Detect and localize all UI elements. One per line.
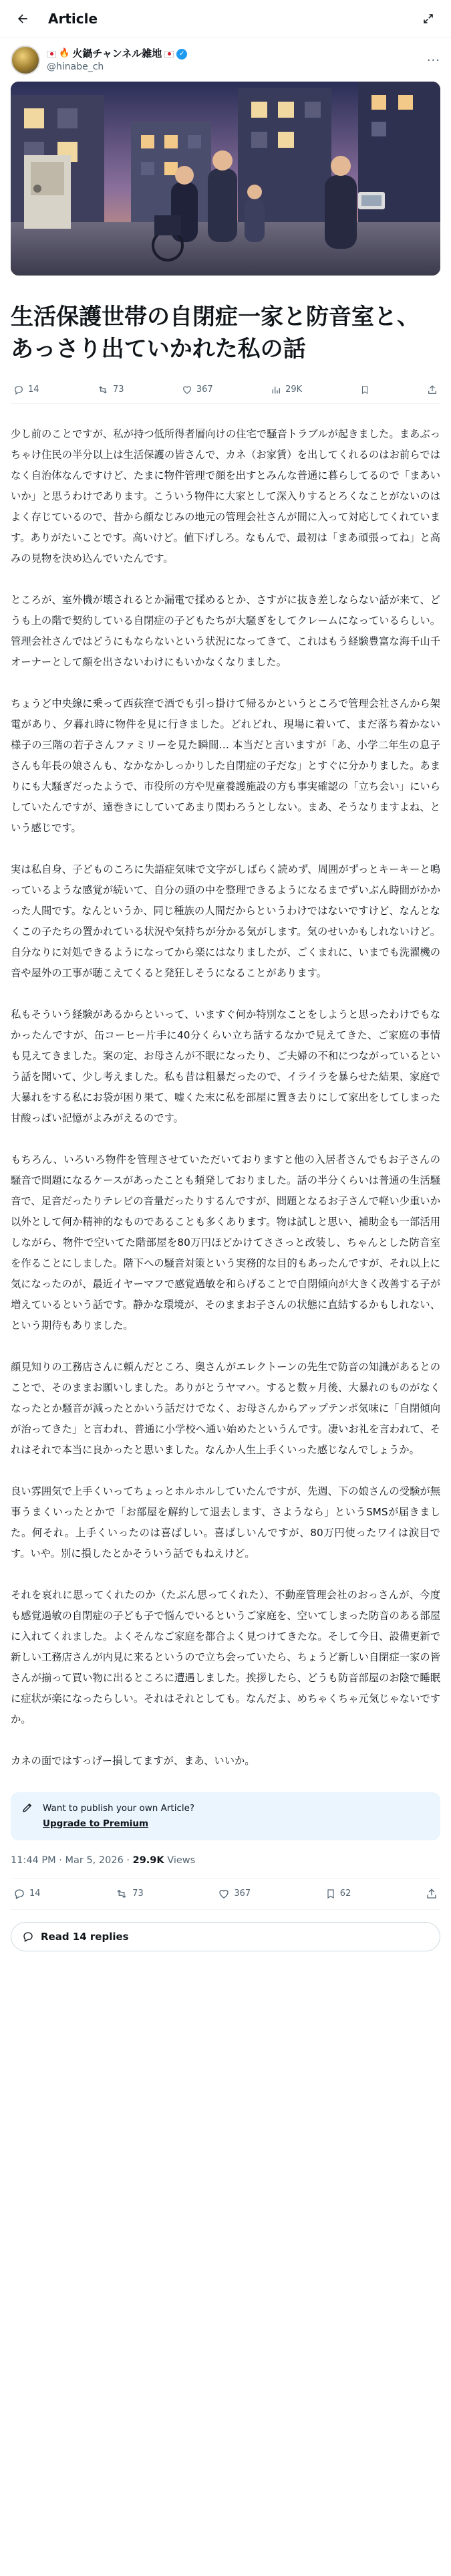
- action-bar-bottom: [11, 1879, 440, 1910]
- author-handle[interactable]: @hinabe_ch: [47, 61, 104, 72]
- repost-icon: [115, 1888, 128, 1900]
- repost-count: 73: [112, 385, 124, 395]
- author-name-text: 火鍋チャンネル雑地: [72, 47, 162, 60]
- author-row: [0, 37, 451, 82]
- article-paragraph: もちろん、いろいろ物件を管理させていただいておりますと他の入居者さんでもお子さんの騒音で問題になるケースがあったことも頻発しておりました。話の半分くらいは普通の生活騒音で、足音だったりテレビの音量だったりするんですが、問題となるお子さんで軽い少重いか以外として何か精神的なものであることも多くあります。物は試しと思い、補助金も一部活用しながら、物件で空いてた階部屋を80万円ほどかけてささっと改装し、ちゃんとした防音室を作ることにしました。階下への騒音対策という実務的な目的もあったんですが、それ以上に気になったのが、最近イヤーマフで感覚過敏を和らげることで自閉傾向が大きく改善する子が増えているという話です。静かな環境が、そのままお子さんの状態に直結するかもしれない、という期待もありました。: [11, 1153, 440, 1331]
- share-icon: [427, 385, 438, 395]
- repost-button[interactable]: [115, 1888, 144, 1900]
- share-button[interactable]: [426, 1888, 438, 1900]
- repost-button[interactable]: [97, 385, 124, 395]
- reply-count: 14: [28, 385, 39, 395]
- repost-icon: [97, 385, 109, 395]
- bookmark-button[interactable]: [360, 385, 369, 395]
- heart-icon: [218, 1888, 230, 1900]
- bookmark-icon: [360, 385, 369, 395]
- article-body: [0, 404, 451, 1772]
- article-cover-image[interactable]: [11, 82, 440, 276]
- page-title: Article: [48, 10, 98, 27]
- promo-question: Want to publish your own Article?: [43, 1802, 195, 1814]
- reply-button[interactable]: [13, 1888, 41, 1900]
- share-button[interactable]: [427, 385, 438, 395]
- post-timestamp[interactable]: 11:44 PM · Mar 5, 2026 ·: [11, 1854, 133, 1866]
- article-paragraph: 少し前のことですが、私が持つ低所得者層向けの住宅で騒音トラブルが起きました。まあぶっちゃけ住民の半分以上は生活保護の皆さんで、カネ（お家賃）を出してくれるのはお前らではなく自治体なんですけど、たまに物件管理で顔を出すとみんな普通に暮らしてるので「まあいいか」と思うわけであります。こういう物件に大家として深入りするとろくなことがないのはよく存じているので、昔から顔なじみの地元の管理会社さんが間に入って対応してくれています。ありがたいことです。高いけど。値下げしろ。なもんで、最初は「まあ頑張ってね」と高みの見物を決め込んでいたんです。: [11, 427, 440, 564]
- like-button[interactable]: [182, 385, 213, 395]
- article-paragraph: 良い雰囲気で上手くいってちょっとホルホルしていたんですが、先週、下の娘さんの受験が無事うまくいったとかで「お部屋を解約して退去します、さようなら」というSMSが届きました。何それ。上手くいったのは喜ばしい。喜ばしいんですが、80万円使ったワイは涙目です。いや。別に損したとかそういう話でもねえけど。: [11, 1485, 440, 1560]
- repost-count: 73: [132, 1889, 144, 1899]
- article-paragraph: ところが、室外機が壊されるとか漏電で揉めるとか、さすがに抜き差しならない話が来て、どうも上の階で契約している自閉症の子どもたちが大騒ぎをしてクレームになっているらしい。管理会社さんではどうにもならないという状況になってきて、これはもう経験豊富な海千山千オーナーとして顔を出さないわけにもいかなくなりました。: [11, 593, 440, 668]
- article-paragraph: 顔見知りの工務店さんに頼んだところ、奥さんがエレクトーンの先生で防音の知識があるとのことで、そのままお願いしました。ありがとうヤマハ。すると数ヶ月後、大暴れのものがなくなったとか騒音が減ったとかいう話だけでなく、お母さんからアップテンポ気味に「自閉傾向が治ってきた」と言われ、普通に小学校へ通い始めたというんです。凄いお礼を言われて、それはそれで本当に良かったと思いました。なんか人生上手くいった感じなんでしょうか。: [11, 1360, 441, 1456]
- like-count: 367: [196, 385, 213, 395]
- like-button[interactable]: [218, 1888, 251, 1900]
- bookmark-icon: [325, 1888, 336, 1900]
- like-count: 367: [234, 1889, 251, 1899]
- post-views-count: 29.9K: [132, 1854, 164, 1866]
- article-headline: 生活保護世帯の自閉症一家と防音室と、あっさり出ていかれた私の話: [11, 304, 420, 363]
- premium-promo: [11, 1792, 440, 1840]
- expand-icon[interactable]: [416, 7, 440, 31]
- japan-flag-icon: [47, 51, 56, 58]
- upgrade-premium-link[interactable]: Upgrade to Premium: [43, 1818, 149, 1829]
- article-paragraph: 私もそういう経験があるからといって、いますぐ何か特別なことをしようと思ったわけでもなかったんですが、缶コーヒー片手に40分くらい立ち話するなかで見えてきた、ご家庭の事情も見えてきました。案の定、お母さんが不眠になったり、ご夫婦の不和につながっているという話を聞いて、少し考えました。私も昔は粗暴だったので、イライラを暴らせた結果、家庭で大暴れをする私にお袋が困り果て、嘘くた末に私を部屋に置き去りにして家出をしてしまった甘酸っぱい記憶がよみがえるのです。: [11, 1008, 440, 1124]
- verified-badge-icon: ✓: [176, 49, 187, 60]
- top-bar: [0, 0, 451, 37]
- heart-icon: [182, 385, 192, 395]
- reply-count: 14: [29, 1889, 41, 1899]
- article-paragraph: 実は私自身、子どものころに失語症気味で文字がしばらく読めず、周囲がずっとキーキーと鳴っているような感覚が続いて、自分の頭の中を整理できるようになるまでずいぶん時間がかかった人間です。なんというか、同じ種族の人間だからというわけではないですけど、なんとなくこの子たちの置かれている状況や気持ちが分かる気がします。気のせいかもしれないけど。自分なりに対処できるようになってから楽にはなりましたが、ごくまれに、いまでも洗濯機の音や屋外の工事が聴こえてくると発狂しそうになることがあります。: [11, 863, 440, 979]
- post-meta: [11, 1855, 440, 1879]
- author-display-name[interactable]: [47, 47, 427, 61]
- views-button[interactable]: [271, 385, 302, 395]
- article-paragraph: カネの面ではすっげー損してますが、まあ、いいか。: [11, 1754, 255, 1767]
- arrow-left-icon[interactable]: [11, 7, 35, 31]
- read-replies-button[interactable]: [11, 1922, 440, 1951]
- action-bar-top: [11, 385, 440, 404]
- bookmark-button[interactable]: [325, 1888, 351, 1900]
- bookmark-count: 62: [339, 1889, 351, 1899]
- reply-bubble-icon: [22, 1931, 34, 1943]
- more-options-icon[interactable]: ···: [426, 53, 440, 68]
- fire-icon: 🔥: [59, 48, 70, 59]
- share-icon: [426, 1888, 438, 1900]
- reply-button[interactable]: [13, 385, 39, 395]
- avatar[interactable]: [11, 45, 40, 75]
- views-chart-icon: [271, 385, 281, 395]
- japan-flag-icon: [164, 51, 174, 58]
- reply-icon: [13, 1888, 25, 1900]
- pen-icon: [21, 1802, 35, 1815]
- reply-icon: [13, 385, 24, 395]
- read-replies-label: Read 14 replies: [41, 1930, 129, 1943]
- article-paragraph: ちょうど中央線に乗って西荻窪で酒でも引っ掛けて帰るかというところで管理会社さんから架電があり、夕暮れ時に物件を見に行きました。どれどれ、現場に着いて、まだ落ち着かない様子の三階の若子さんファミリーを見た瞬間… 本当だと言いますが「あ、小学二年生の息子さんも年長の娘さんも、なかなかしっかりした自閉症の子だな」とすぐに分かりました。あまりにも大騒ぎだったようで、市役所の方や児童養護施設の方も事実確認の「立ち会い」にいらしていたんですが、遠巻きにしていてあまり関わろうとしない。まあ、そうなりますよね、という感じです。: [11, 697, 440, 834]
- views-count: 29K: [285, 385, 303, 395]
- post-views-label: Views: [164, 1854, 196, 1866]
- article-paragraph: それを哀れに思ってくれたのか（たぶん思ってくれた）、不動産管理会社のおっさんが、今度も感覚過敏の自閉症の子ども子で悩んでいるというご家庭を、空いてしまった防音のある部屋に入れてくれました。よくそんなご家庭を都合よく見つけてきたな。そして今日、設備更新で新しい工務店さんが内見に来るというので立ち会っていたら、ちょうど新しい自閉症一家の皆さんが揃って買い物に出るところに遭遇しました。挨拶したら、どうも防音部屋のお陰で睡眠に症状が楽になったらしい。それはそれとしても。なんだよ、めちゃくちゃ元気じゃないですか。: [11, 1588, 440, 1725]
